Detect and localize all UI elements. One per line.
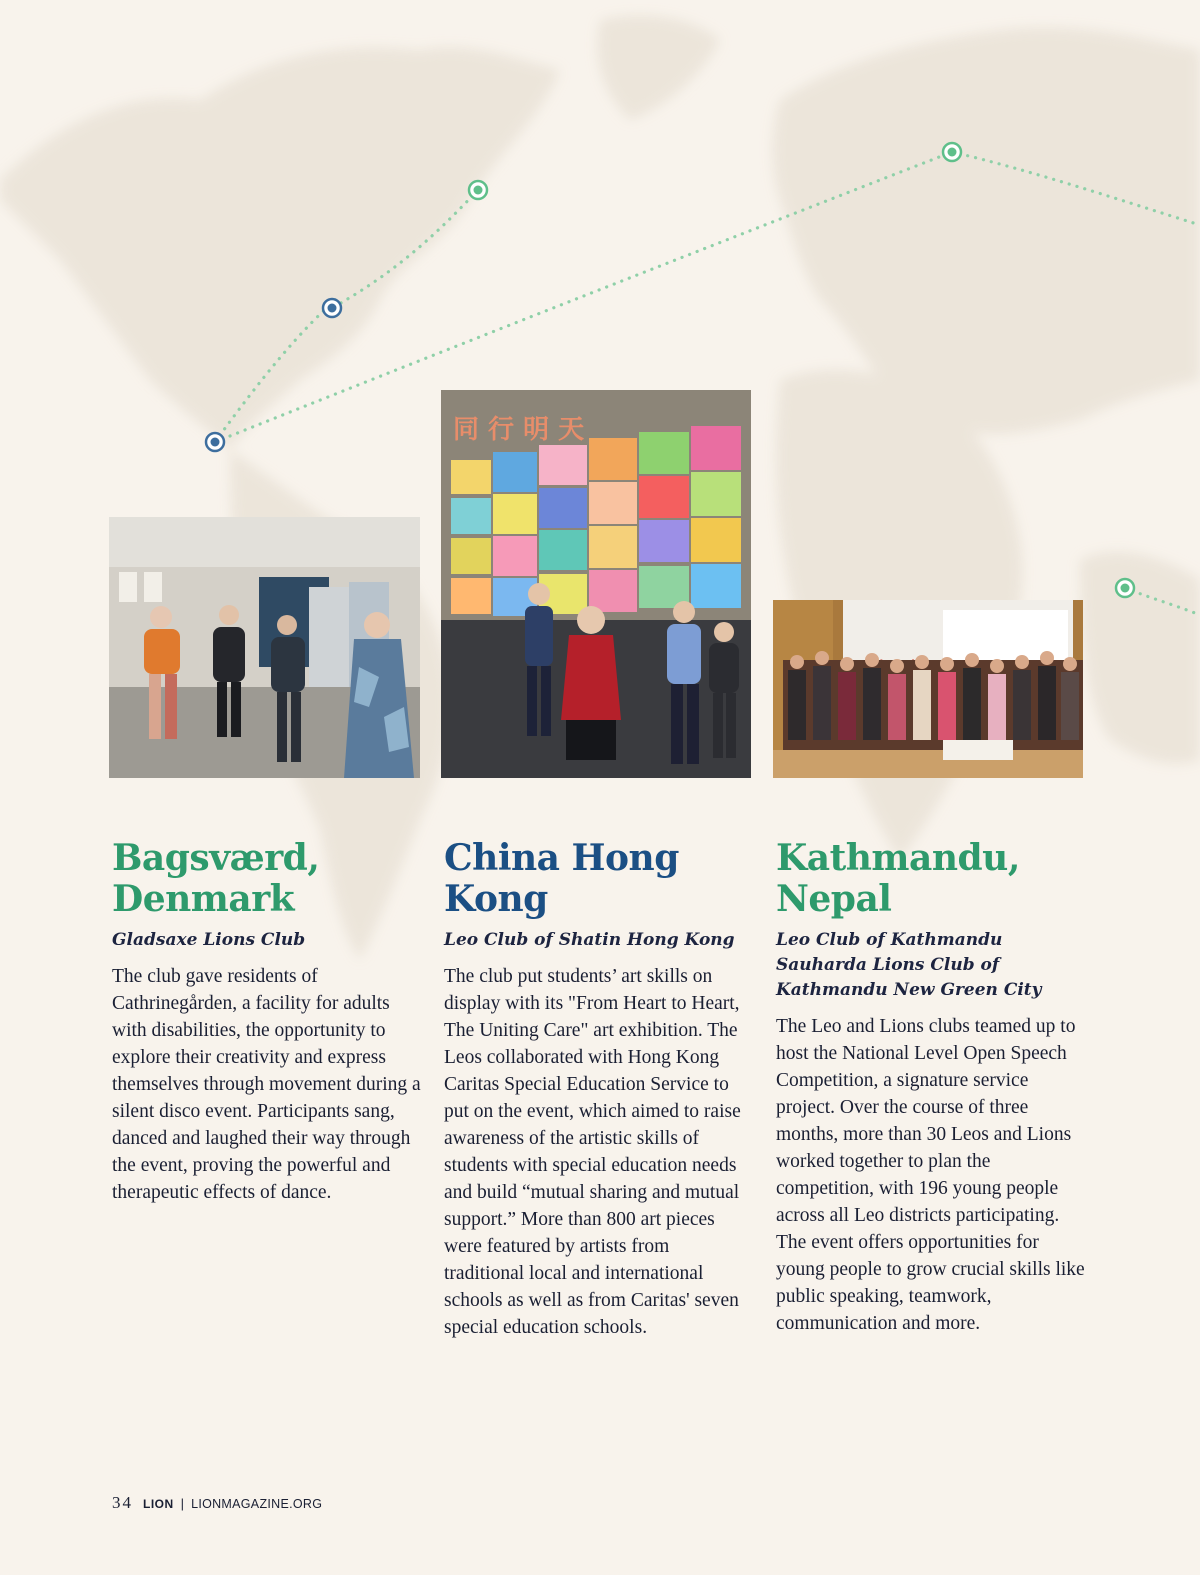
page-footer xyxy=(112,1493,322,1513)
photo-art-exhibition xyxy=(441,390,751,778)
marker-green-europe xyxy=(943,143,961,161)
story-title: Bagsværd, Denmark xyxy=(112,837,320,920)
club-name: Leo Club of Kathmandu Sauharda Lions Club of Kathmandu New Green City xyxy=(776,930,1042,1000)
club-name: Gladsaxe Lions Club xyxy=(112,930,306,950)
magazine-url[interactable]: LIONMAGAZINE.ORG xyxy=(191,1497,323,1511)
marker-green-atlantic xyxy=(469,181,487,199)
magazine-name: LION xyxy=(143,1497,174,1511)
story-nepal xyxy=(776,838,1086,1337)
story-denmark xyxy=(112,838,422,1206)
artwork-grid xyxy=(451,426,741,616)
marker-green-asia xyxy=(1116,579,1134,597)
page-number: 34 xyxy=(112,1493,133,1512)
photo-speech-competition xyxy=(773,600,1083,778)
story-body: The club put students’ art skills on display with its "From Heart to Heart, The Uniting Care" art exhibition. The Leos collaborated with Hong Kong Caritas Special Education Service to put on the event, which aimed to raise awareness of the artistic skills of students with special education needs and build “mutual sharing and mutual support.” More than 800 art pieces were featured by artists from traditional local and international schools as well as from Caritas' seven special education schools. xyxy=(444,966,741,1338)
marker-blue-south xyxy=(206,433,224,451)
story-body: The club gave residents of Cathrinegården, a facility for adults with disabilities, the opportunity to explore their creativity and express themselves through movement during a silent disco event. Participants sang, danced and laughed their way through the event, proving the powerful and therapeutic effects of dance. xyxy=(112,966,421,1203)
story-hong-kong xyxy=(444,838,744,1341)
club-name: Leo Club of Shatin Hong Kong xyxy=(444,930,735,950)
exhibition-sign: 同 行 明 天 xyxy=(453,415,585,445)
group-of-people xyxy=(783,660,1083,750)
marker-blue-north xyxy=(323,299,341,317)
story-body: The Leo and Lions clubs teamed up to host the National Level Open Speech Competition, a signature service project. Over the course of three months, more than 30 Leos and Lions worked together to plan the competition, with 196 young people across all Leo districts participating. The event offers opportunities for young people to grow crucial skills like public speaking, teamwork, communication and more. xyxy=(776,1016,1085,1334)
story-title: China Hong Kong xyxy=(444,837,679,920)
photo-silent-disco xyxy=(109,517,420,778)
story-title: Kathmandu, Nepal xyxy=(776,837,1020,920)
footer-separator: | xyxy=(180,1496,185,1511)
